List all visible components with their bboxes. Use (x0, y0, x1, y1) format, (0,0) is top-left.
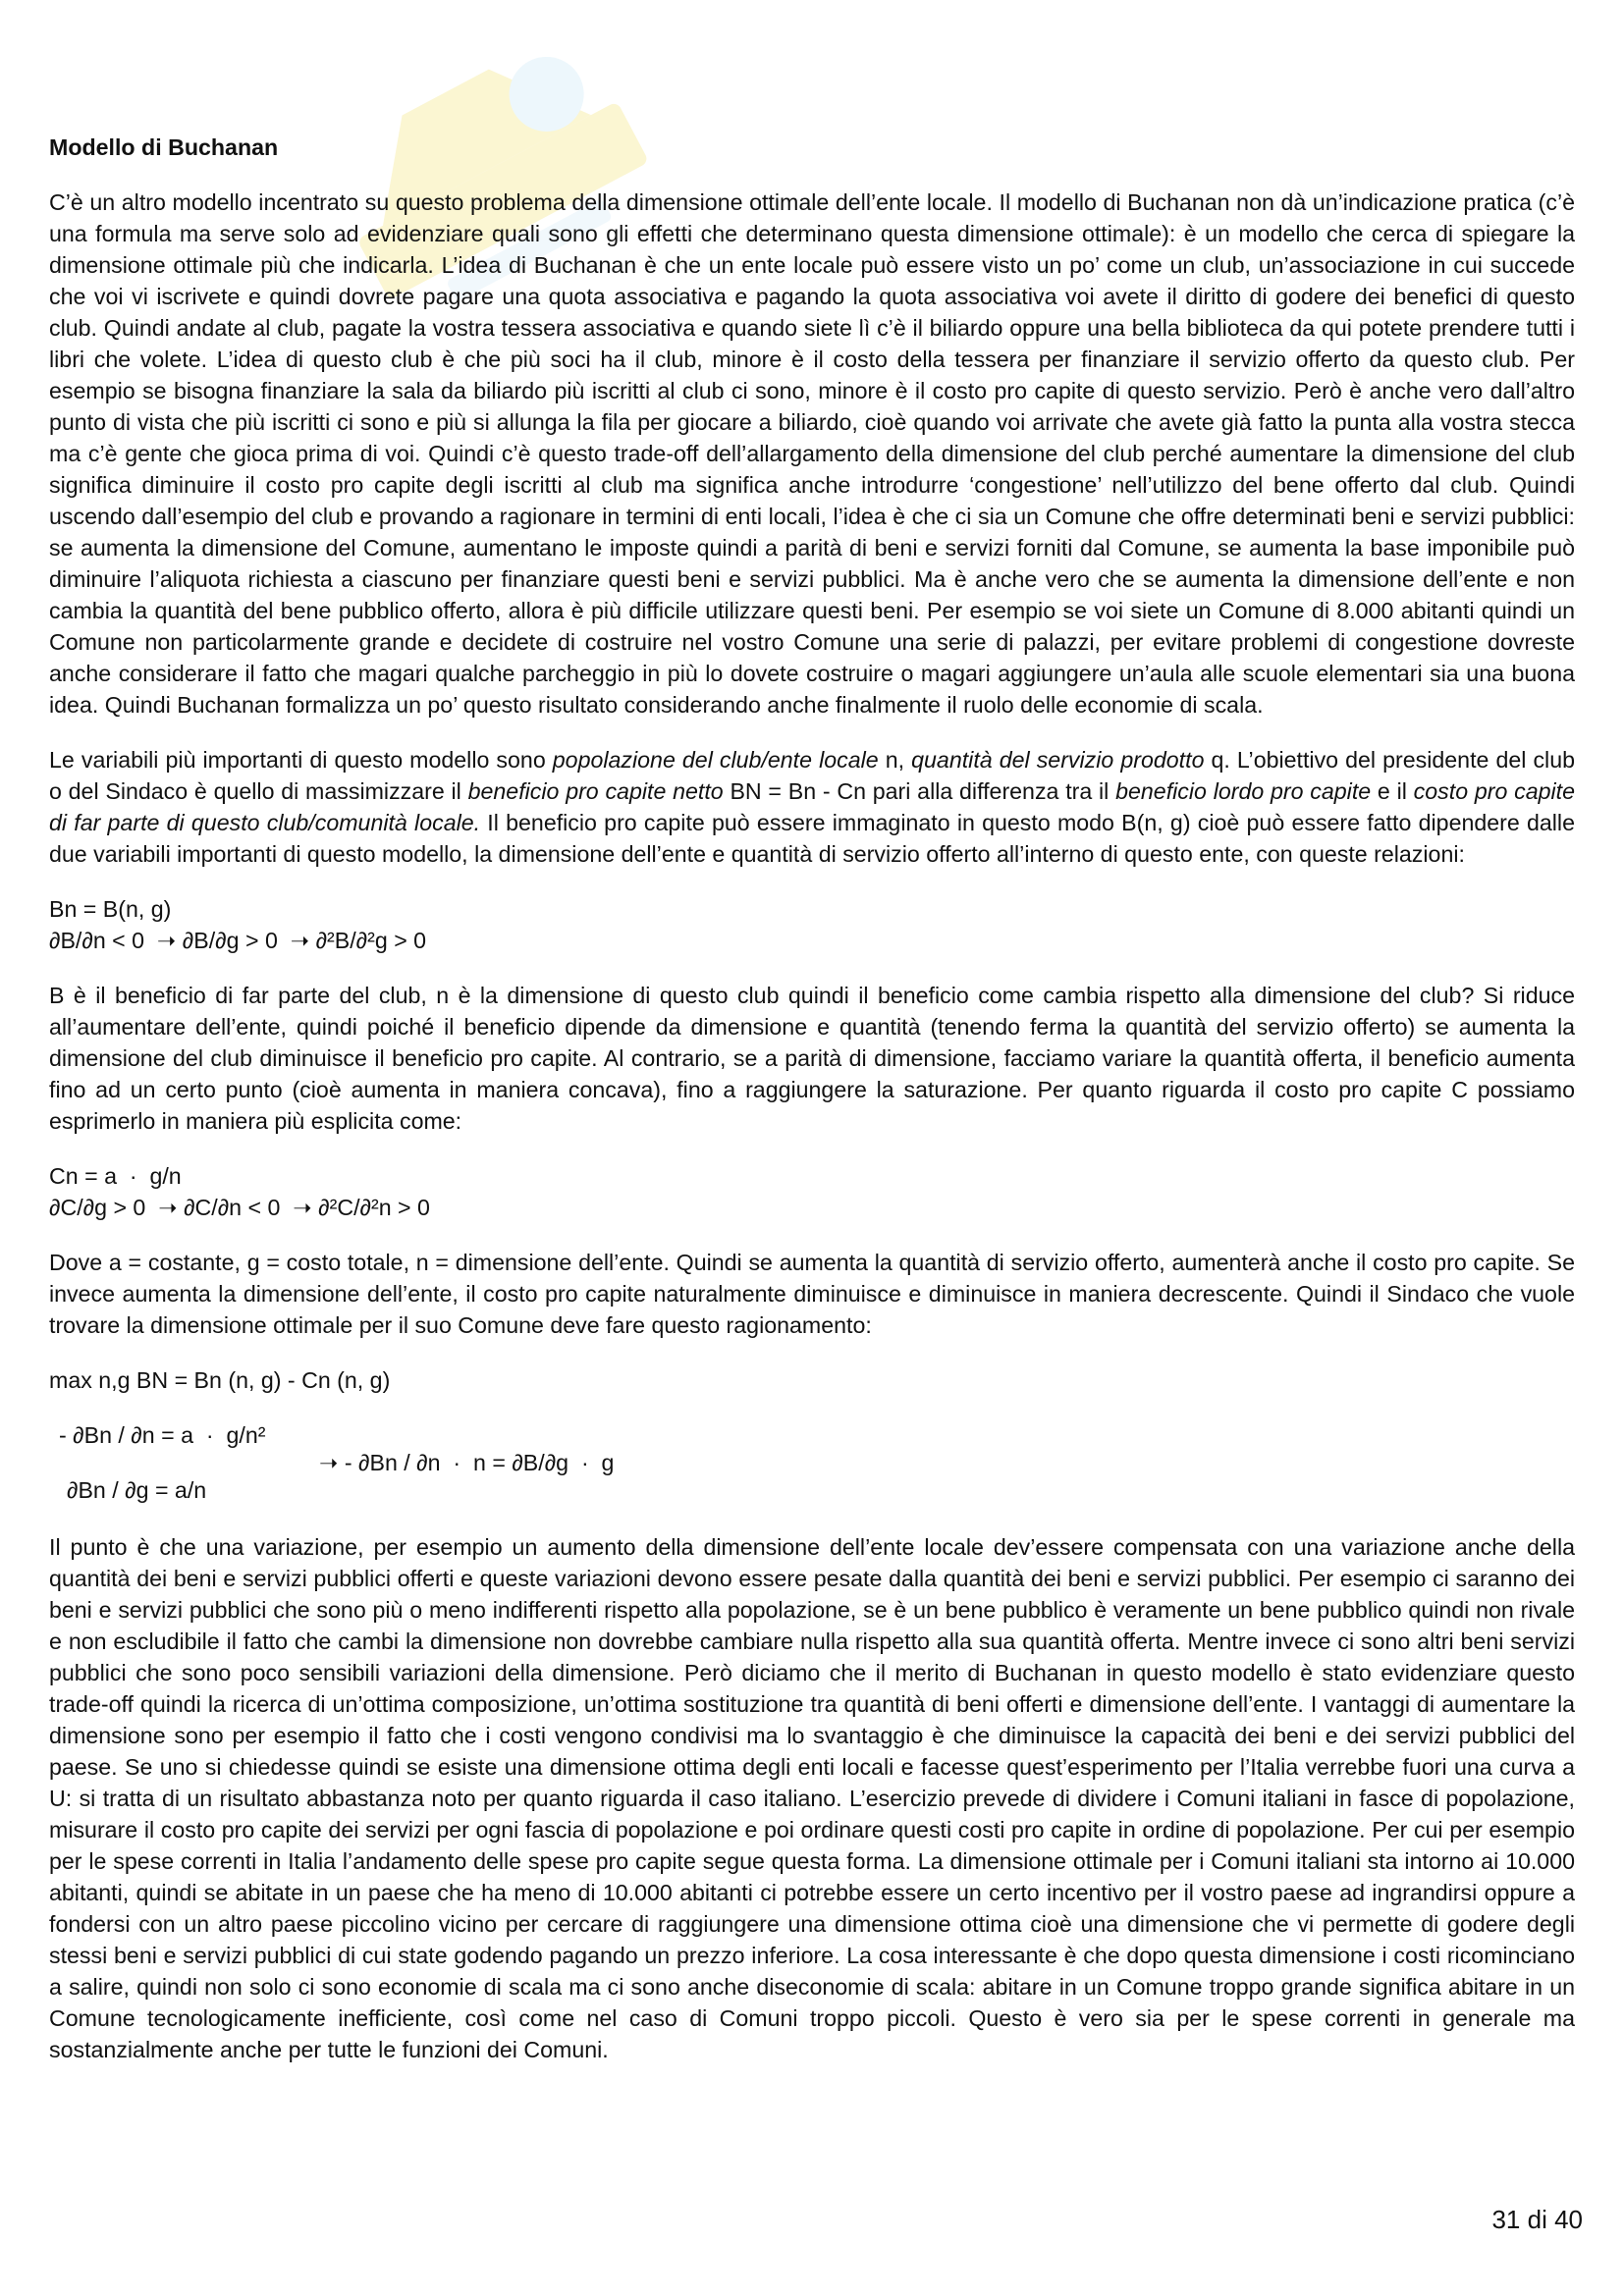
term-quantity: quantità del servizio prodotto (911, 747, 1205, 773)
formula-deriv-result: ➝ - ∂Bn / ∂n · n = ∂B/∂g · g (319, 1450, 615, 1475)
paragraph-variables (49, 744, 1575, 870)
formula-benefit-derivatives: ∂B/∂n < 0 ➝ ∂B/∂g > 0 ➝ ∂²B/∂²g > 0 (49, 928, 427, 953)
formula-block-benefit (49, 893, 1575, 956)
formula-cost: Cn = a · g/n (49, 1163, 182, 1189)
term-gross-benefit: beneficio lordo pro capite (1115, 778, 1372, 804)
text-run: BN = Bn - Cn pari alla differenza tra il (723, 778, 1116, 804)
text-run: n, (878, 747, 912, 773)
formula-deriv-g: ∂Bn / ∂g = a/n (67, 1477, 207, 1503)
formula-deriv-n: - ∂Bn / ∂n = a · g/n² (59, 1422, 266, 1448)
paragraph-benefit-explanation: B è il beneficio di far parte del club, n è la dimensione di questo club quindi il beneficio come cambia rispetto alla dimensione del club? Si riduce all’aumentare dell’ente, quindi poiché il beneficio dipende da dimensione e quantità (tenendo ferma la quantità del servizio offerto) se aumenta la dimensione del club diminuisce il beneficio pro capite. Al contrario, se a parità di dimensione, facciamo variare la quantità offerta, il beneficio aumenta fino ad un certo punto (cioè aumenta in maniera concava), fino a raggiungere la saturazione. Per quanto riguarda il costo pro capite C possiamo esprimerlo in maniera più esplicita come: (49, 983, 1575, 1134)
formula-block-conditions (49, 1419, 1575, 1510)
formula-block-cost (49, 1160, 1575, 1223)
page-number: 31 di 40 (1491, 2205, 1583, 2234)
term-population: popolazione del club/ente locale (552, 747, 879, 773)
formula-maximization: max n,g BN = Bn (n, g) - Cn (n, g) (49, 1367, 391, 1393)
text-run: e il (1371, 778, 1414, 804)
paragraph-conclusion: Il punto è che una variazione, per esempio un aumento della dimensione dell’ente locale dev’essere compensata con una variazione anche della quantità dei beni e servizi pubblici offerti e queste variazioni devono essere pesate dalla quantità dei beni e servizi pubblici. Per esempio ci saranno dei beni e servizi pubblici che sono più o meno indifferenti rispetto alla popolazione, se è un bene pubblico è veramente un bene pubblico quindi non rivale e non escludibile il fatto che cambi la dimensione non dovrebbe cambiare nulla rispetto alla sua quantità offerta. Mentre invece ci sono altri beni servizi pubblici che sono poco sensibili variazioni della dimensione. Però diciamo che il merito di Buchanan in questo modello è stato evidenziare questo trade-off quindi la ricerca di un’ottima composizione, un’ottima sostituzione tra quantità di beni offerti e dimensione dell’ente. I vantaggi di aumentare la dimensione sono per esempio il fatto che i costi vengono condivisi ma lo svantaggio è che diminuisce la capacità dei beni e dei servizi pubblici del paese. Se uno si chiedesse quindi se esiste una dimensione ottima degli enti locali e facesse quest’esperimento per l’Italia verrebbe fuori una curva a U: si tratta di un risultato abbastanza noto per quanto riguarda il caso italiano. L’esercizio prevede di dividere i Comuni italiani in fasce di popolazione, misurare il costo pro capite dei servizi per ogni fascia di popolazione e poi ordinare questi costi pro capite in ordine di popolazione. Per cui per esempio per le spese correnti in Italia l’andamento delle spese pro capite segue questa forma. La dimensione ottimale per i Comuni italiani sta intorno ai 10.000 abitanti, quindi se abitate in un paese che ha meno di 10.000 abitanti ci potrebbe essere un certo incentivo per il vostro paese ad ingrandirsi oppure a fondersi con un altro paese piccolino vicino per cercare di raggiungere una dimensione ottima cioè una dimensione che vi permette di godere degli stessi beni e servizi pubblici di cui state godendo pagando un prezzo inferiore. La cosa interessante è che dopo questa dimensione i costi ricominciano a salire, quindi non solo ci sono economie di scala ma ci sono anche diseconomie di scala: abitare in un Comune troppo grande significa abitare in un Comune tecnologicamente inefficiente, così come nel caso di Comuni troppo piccoli. Questo è vero sia per le spese correnti in generale ma sostanzialmente anche per tutte le funzioni dei Comuni. (49, 1534, 1575, 2062)
document-body (49, 132, 1575, 2089)
formula-max (49, 1364, 1575, 1396)
paragraph-cost-explanation: Dove a = costante, g = costo totale, n = dimensione dell’ente. Quindi se aumenta la quantità di servizio offerto, aumenterà anche il costo pro capite. Se invece aumenta la dimensione dell’ente, il costo pro capite naturalmente diminuisce e diminuisce in maniera decrescente. Quindi il Sindaco che vuole trovare la dimensione ottimale per il suo Comune deve fare questo ragionamento: (49, 1250, 1575, 1338)
formula-cost-derivatives: ∂C/∂g > 0 ➝ ∂C/∂n < 0 ➝ ∂²C/∂²n > 0 (49, 1195, 430, 1220)
text-run: Le variabili più importanti di questo modello sono (49, 747, 553, 773)
term-cost: costo pro capite di far parte di questo club/comunità locale. (49, 778, 1576, 835)
paragraph-intro: C’è un altro modello incentrato su questo problema della dimensione ottimale dell’ente locale. Il modello di Buchanan non dà un’indicazione pratica (c’è una formula ma serve solo ad evidenziare quali sono gli effetti che determinano questa dimensione ottimale): è un modello che cerca di spiegare la dimensione ottimale più che indicarla. L’idea di Buchanan è che un ente locale può essere visto un po’ come un club, un’associazione in cui succede che voi vi iscrivete e quindi dovrete pagare una quota associativa e pagando la quota associativa voi avete il diritto di godere dei benefici di questo club. Quindi andate al club, pagate la vostra tessera associativa e quando siete lì c’è il biliardo oppure una bella biblioteca da qui potete prendere tutti i libri che volete. L’idea di questo club è che più soci ha il club, minore è il costo della tessera per finanziare il servizio offerto da questo club. Per esempio se bisogna finanziare la sala da biliardo più iscritti al club ci sono, minore è il costo pro capite di questo servizio. Però è anche vero dall’altro punto di vista che più iscritti ci sono e più si allunga la fila per giocare a biliardo, cioè quando voi arrivate che avete già fatto la punta alla vostra stecca ma c’è gente che gioca prima di voi. Quindi c’è questo trade-off dell’allargamento della dimensione del club perché aumentare la dimensione del club significa diminuire il costo pro capite degli iscritti al club ma significa anche introdurre ‘congestione’ nell’utilizzo del bene offerto dal club. Quindi uscendo dall’esempio del club e provando a ragionare in termini di enti locali, l’idea è che ci sia un Comune che offre determinati beni e servizi pubblici: se aumenta la dimensione del Comune, aumentano le imposte quindi a parità di beni e servizi forniti dal Comune, se aumenta la base imponibile può diminuire l’aliquota richiesta a ciascuno per finanziare questi beni e servizi pubblici. Ma è anche vero che se aumenta la dimensione dell’ente e non cambia la quantità del bene pubblico offerto, allora è più difficile utilizzare questi beni. Per esempio se voi siete un Comune di 8.000 abitanti quindi un Comune non particolarmente grande e decidete di costruire nel vostro Comune una serie di palazzi, per evitare problemi di congestione dovreste anche considerare il fatto che magari qualche parcheggio in più lo dovete costruire o magari aggiungere un’aula alle scuole elementari sia una buona idea. Quindi Buchanan formalizza un po’ questo risultato considerando anche finalmente il ruolo delle economie di scala. (49, 189, 1575, 718)
section-heading: Modello di Buchanan (49, 134, 279, 160)
text-run: q. L’obiettivo del presidente del club o del Sindaco è quello di massimizzare il (49, 747, 1576, 804)
formula-benefit: Bn = B(n, g) (49, 896, 172, 922)
term-net-benefit: beneficio pro capite netto (467, 778, 724, 804)
text-run: Il beneficio pro capite può essere immaginato in questo modo B(n, g) cioè può essere fatto dipendere dalle due variabili importanti di questo modello, la dimensione dell’ente e quantità di servizio offerto all’interno di questo ente, con queste relazioni: (49, 810, 1575, 867)
